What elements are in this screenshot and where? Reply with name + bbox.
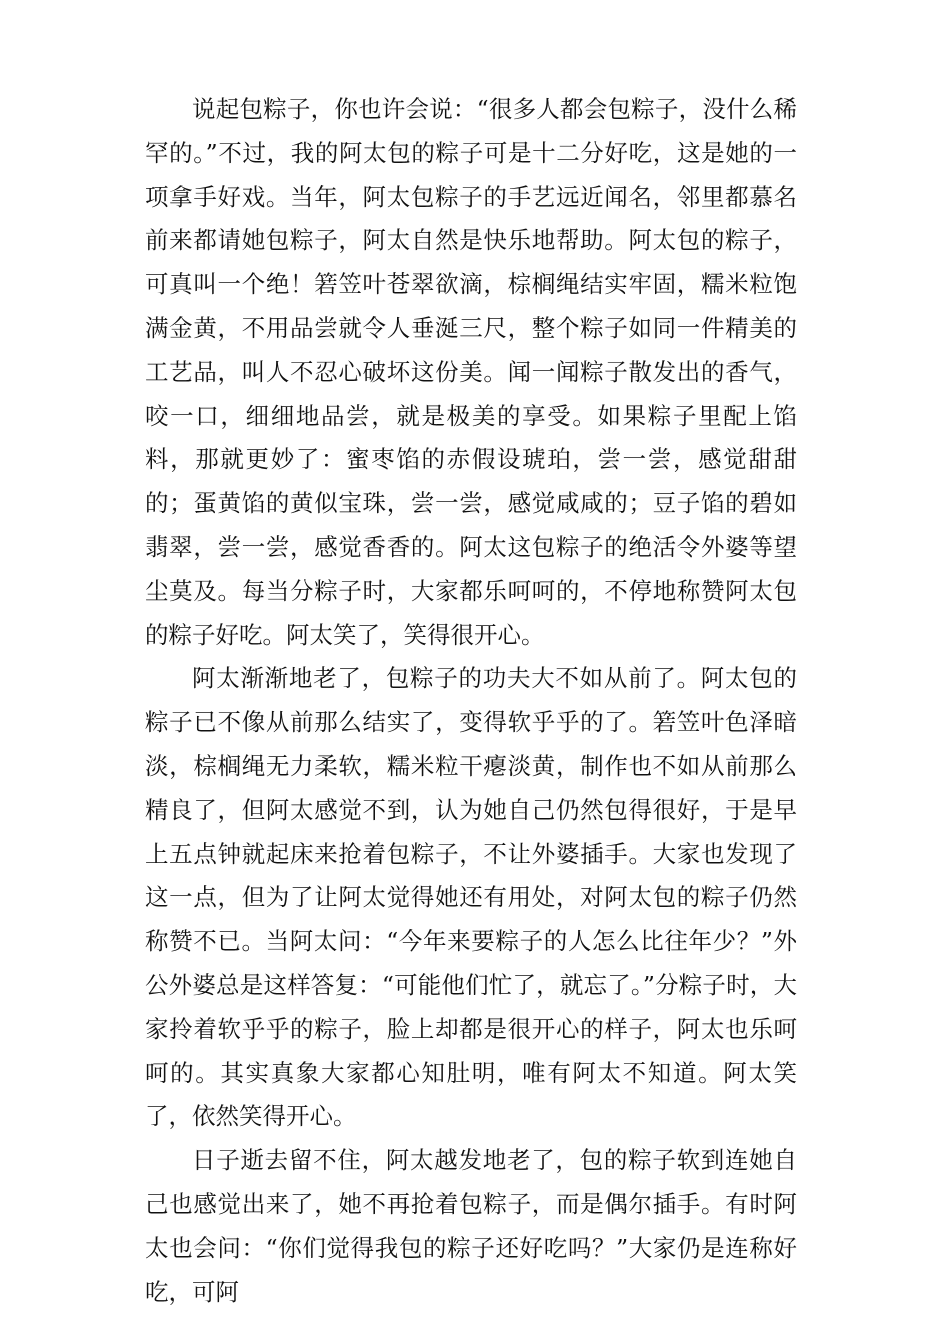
paragraph-2: 阿太渐渐地老了，包粽子的功夫大不如从前了。阿太包的粽子已不像从前那么结实了，变得软乎乎的了。箬笠叶色泽暗淡，棕榈绳无力柔软，糯米粒干瘪淡黄，制作也不如从前那么精良了，但阿太感觉不到，认为她自己仍然包得很好，于是早上五点钟就起床来抢着包粽子，不让外婆插手。大家也发现了这一点，但为了让阿太觉得她还有用处，对阿太包的粽子仍然称赞不已。当阿太问：“今年来要粽子的人怎么比往年少？”外公外婆总是这样答复：“可能他们忙了，就忘了。”分粽子时，大家拎着软乎乎的粽子，脸上却都是很开心的样子，阿太也乐呵呵的。其实真象大家都心知肚明，唯有阿太不知道。阿太笑了，依然笑得开心。	[145, 664, 797, 1131]
document-body	[145, 88, 797, 1314]
paragraph-3: 日子逝去留不住，阿太越发地老了，包的粽子软到连她自己也感觉出来了，她不再抢着包粽子，而是偶尔插手。有时阿太也会问：“你们觉得我包的粽子还好吃吗？”大家仍是连称好吃，可阿	[145, 1146, 797, 1306]
paragraph-1: 说起包粽子，你也许会说：“很多人都会包粽子，没什么稀罕的。”不过，我的阿太包的粽子可是十二分好吃，这是她的一项拿手好戏。当年，阿太包粽子的手艺远近闻名，邻里都慕名前来都请她包粽子，阿太自然是快乐地帮助。阿太包的粽子，可真叫一个绝！箬笠叶苍翠欲滴，棕榈绳结实牢固，糯米粒饱满金黄，不用品尝就令人垂涎三尺，整个粽子如同一件精美的工艺品，叫人不忍心破坏这份美。闻一闻粽子散发出的香气，咬一口，细细地品尝，就是极美的享受。如果粽子里配上馅料，那就更妙了：蜜枣馅的赤假设琥珀，尝一尝，感觉甜甜的；蛋黄馅的黄似宝珠，尝一尝，感觉咸咸的；豆子馅的碧如翡翠，尝一尝，感觉香香的。阿太这包粽子的绝活令外婆等望尘莫及。每当分粽子时，大家都乐呵呵的，不停地称赞阿太包的粽子好吃。阿太笑了，笑得很开心。	[145, 95, 797, 649]
